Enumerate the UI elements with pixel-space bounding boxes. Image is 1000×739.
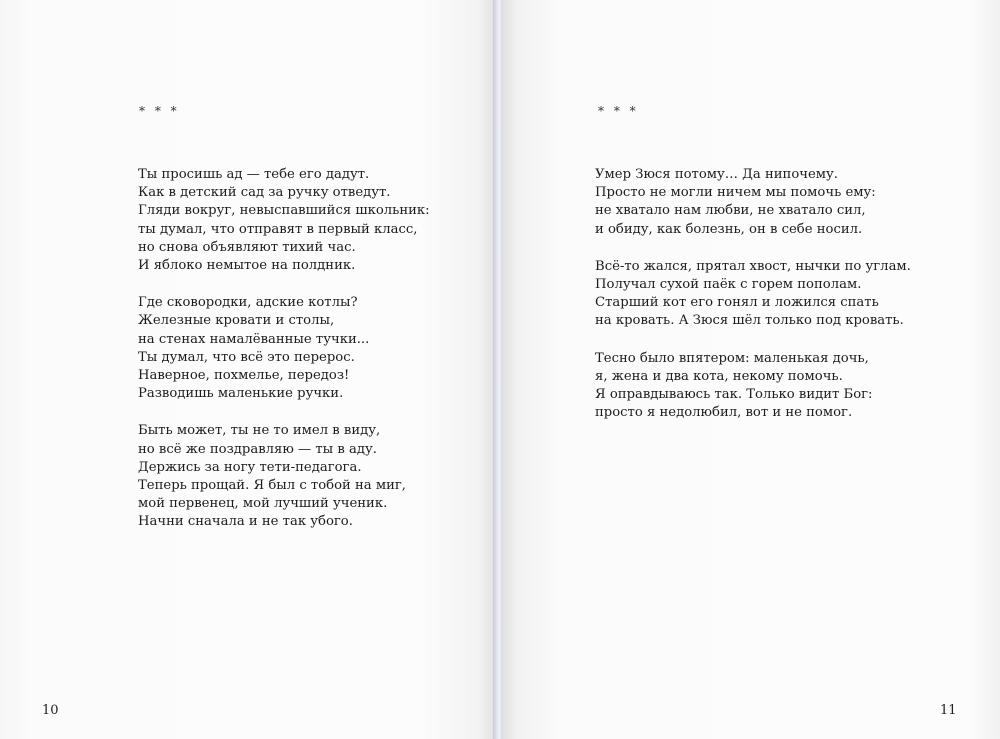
poem-line: ты думал, что отправят в первый класс, [138,221,418,237]
right-page [503,0,1000,739]
poem-line: не хватало нам любви, не хватало сил, [595,203,866,219]
left-page [0,0,493,739]
poem-line: на кровать. А Зюся шёл только под кровать. [595,313,904,329]
poem [138,166,468,551]
poem-line: мой первенец, мой лучший ученик. [138,496,388,512]
page-number: 11 [940,703,957,718]
poem-line: на стенах намалёванные тучки... [138,331,370,347]
poem-line: Разводишь маленькие ручки. [138,386,344,402]
stanza [138,166,468,275]
poem-line: Всё-то жался, прятал хвост, нычки по углам. [595,258,911,274]
poem-line: Умер Зюся потому… Да нипочему. [595,167,838,182]
book-gutter [493,0,503,739]
poem-line: Ты думал, что всё это перерос. [138,349,355,365]
poem-line: Где сковородки, адские котлы? [138,295,358,311]
poem-line: Быть может, ты не то имел в виду, [138,423,381,439]
poem-line: Железные кровати и столы, [138,313,335,329]
poem-line: Тесно было впятером: маленькая дочь, [595,350,869,366]
section-separator: * * * [598,104,639,118]
stanza [138,294,468,403]
poem-line: но всё же поздравляю — ты в аду. [138,441,377,457]
poem-line: И яблоко немытое на полдник. [138,258,356,274]
poem-line: Старший кот его гонял и ложился спать [595,295,879,311]
section-separator: * * * [139,104,180,118]
poem-line: Гляди вокруг, невыспавшийся школьник: [138,203,430,219]
page-number: 10 [42,703,59,718]
poem-line: но снова объявляют тихий час. [138,239,356,255]
stanza [595,166,925,239]
poem-line: Получал сухой паёк с горем пополам. [595,277,862,293]
poem-line: Ты просишь ад — тебе его дадут. [138,167,370,182]
poem-line: Я оправдываюсь так. Только видит Бог: [595,387,873,403]
stanza [595,258,925,331]
poem-line: Просто не могли ничем мы помочь ему: [595,185,876,201]
poem-line: Как в детский сад за ручку отведут. [138,185,391,201]
poem-line: Наверное, похмелье, передоз! [138,368,350,384]
poem [595,166,925,441]
poem-line: просто я недолюбил, вот и не помог. [595,405,853,421]
poem-line: я, жена и два кота, некому помочь. [595,368,843,384]
poem-line: Теперь прощай. Я был с тобой на миг, [138,478,406,494]
poem-line: Держись за ногу тети-педагога. [138,459,362,475]
stanza [138,422,468,531]
poem-line: и обиду, как болезнь, он в себе носил. [595,221,863,237]
stanza [595,350,925,423]
poem-line: Начни сначала и не так убого. [138,514,353,530]
